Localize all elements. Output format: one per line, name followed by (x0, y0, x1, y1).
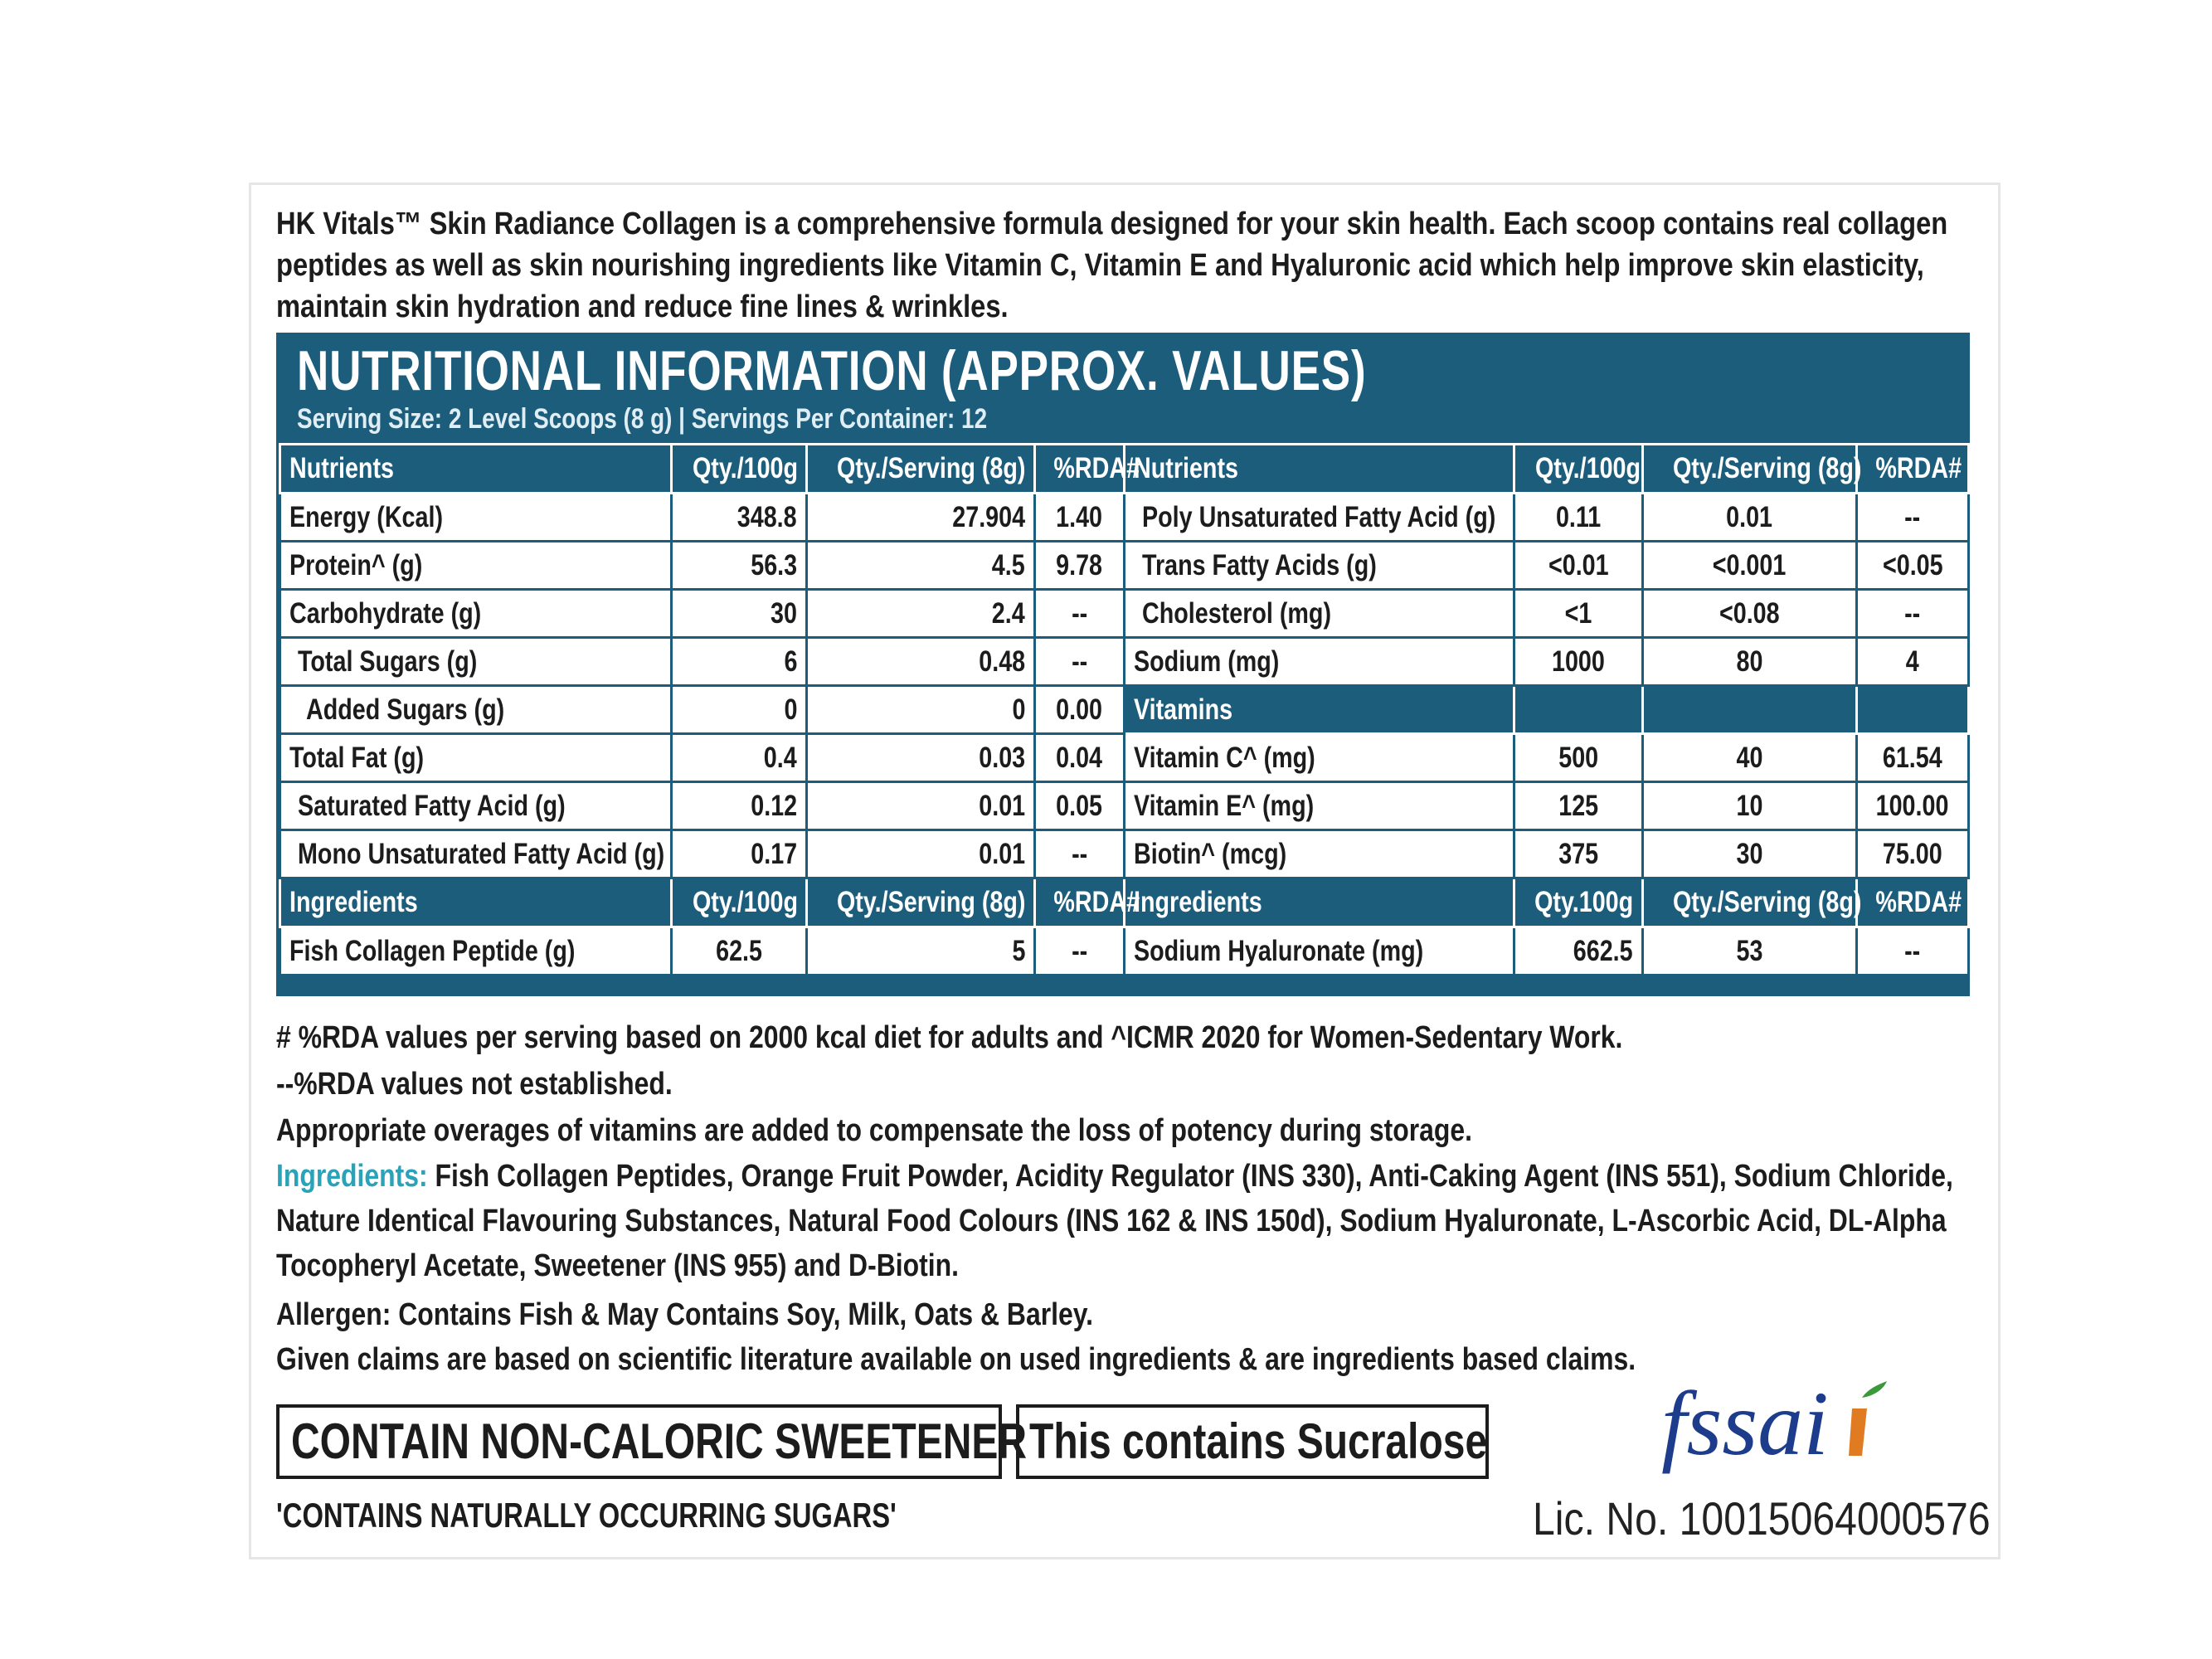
qty-serving (1643, 494, 1857, 542)
nutrient-name (1125, 494, 1514, 542)
ingredient-name (1125, 927, 1514, 975)
nutrient-name (280, 830, 672, 878)
qty-100g-text: 0 (784, 693, 797, 726)
footnote-overages: Appropriate overages of vitamins are added to compensate the loss of potency during storage. (276, 1113, 1473, 1148)
rda-value (1035, 782, 1125, 830)
qty-100g (1514, 590, 1643, 638)
rda-value-text: 9.78 (1056, 548, 1103, 581)
qty-serving (807, 686, 1035, 734)
nutrient-name-text: Poly Unsaturated Fatty Acid (g) (1142, 500, 1496, 533)
rda-value-text: 4 (1906, 645, 1919, 678)
qty-100g (1514, 830, 1643, 878)
sweetener-warning-box (276, 1404, 1028, 1479)
qty-100g (672, 590, 807, 638)
header-cell (807, 878, 1035, 927)
rda-value-text: <0.05 (1882, 548, 1943, 581)
table-row (280, 590, 1969, 638)
qty-serving-text: 0.03 (979, 741, 1025, 774)
qty-100g (672, 927, 807, 975)
qty-serving-text: 0.01 (1726, 500, 1773, 533)
nutrient-name-text: Cholesterol (mg) (1142, 596, 1332, 630)
header-cell-text: Ingredients (1134, 886, 1262, 918)
header-cell-text: Qty.100g (1534, 886, 1634, 918)
qty-serving (1643, 734, 1857, 782)
nutrient-name-text: Energy (Kcal) (289, 500, 444, 533)
vitamins-section-header (1125, 686, 1514, 734)
nutrient-name-text: Saturated Fatty Acid (g) (298, 789, 566, 822)
nutrient-name (1125, 830, 1514, 878)
qty-100g (672, 686, 807, 734)
qty-serving-text: 30 (1736, 837, 1763, 870)
rda-value-text: 75.00 (1883, 837, 1942, 870)
qty-100g (1514, 782, 1643, 830)
table-row (280, 927, 1969, 975)
qty-serving (807, 927, 1035, 975)
nutrient-name-text: Biotin^ (mcg) (1134, 837, 1287, 870)
qty-serving (807, 782, 1035, 830)
header-cell (1125, 445, 1514, 494)
ingredients-statement (276, 1154, 1969, 1288)
header-cell (1643, 445, 1862, 494)
qty-100g (672, 638, 807, 686)
qty-100g-text: 348.8 (737, 500, 797, 533)
qty-serving (807, 590, 1035, 638)
rda-value (1857, 927, 1969, 975)
rda-value (1035, 686, 1125, 734)
qty-100g-text: 0.12 (751, 789, 797, 822)
table-row (280, 686, 1969, 734)
header-cell (1125, 878, 1514, 927)
panel-title: NUTRITIONAL INFORMATION (APPROX. VALUES) (297, 339, 1367, 402)
ingredients-header-row (280, 878, 1969, 927)
header-cell (1514, 445, 1643, 494)
logo-orange-mark (1849, 1408, 1867, 1456)
intro-text: HK Vitals™ Skin Radiance Collagen is a comprehensive formula designed for your skin health. Each scoop contains real collagen peptides as well as skin nourishing ingredients like Vitamin C, Vitamin E and Hyaluronic acid which help improve skin elasticity, maintain skin hydration and reduce fine lines & wrinkles. (276, 207, 1948, 324)
qty-100g (672, 734, 807, 782)
rda-value-text: -- (1071, 596, 1088, 630)
ingredient-name-text: Sodium Hyaluronate (mg) (1134, 934, 1424, 967)
rda-value (1857, 590, 1969, 638)
qty-100g (1514, 638, 1643, 686)
qty-serving (1643, 782, 1857, 830)
header-cell (1643, 878, 1862, 927)
nutrients-header-row (280, 445, 1969, 494)
qty-serving-text: 27.904 (952, 500, 1025, 533)
nutrition-label (249, 182, 2001, 1559)
rda-value-text: 0.00 (1056, 693, 1103, 726)
qty-serving (807, 542, 1035, 590)
table-row (280, 782, 1969, 830)
nutrient-name-text: Vitamin C^ (mg) (1134, 741, 1315, 774)
nutrient-name (1125, 734, 1514, 782)
qty-100g-text: 0.11 (1555, 500, 1602, 533)
header-cell-text: Qty./100g (692, 452, 799, 484)
qty-100g-text: 56.3 (751, 548, 797, 581)
sucralose-box (1016, 1404, 1489, 1479)
sucralose-text: This contains Sucralose (1029, 1413, 1488, 1469)
header-cell-text: Qty./Serving (8g) (1672, 452, 1862, 484)
qty-serving-text: 0.01 (979, 837, 1025, 870)
header-cell-text: Qty./100g (1534, 452, 1641, 484)
nutrient-name-text: Sodium (mg) (1134, 645, 1280, 678)
nutrient-name-text: Total Fat (g) (289, 741, 425, 774)
fssai-logo-text: fssai (1661, 1373, 1829, 1474)
qty-100g (1514, 734, 1643, 782)
table-row (280, 542, 1969, 590)
header-cell (1857, 445, 1969, 494)
nutrient-name (280, 734, 672, 782)
rda-value (1857, 734, 1969, 782)
qty-100g (1514, 927, 1643, 975)
rda-value (1857, 830, 1969, 878)
qty-100g-text: 375 (1558, 837, 1598, 870)
header-cell-text: Nutrients (1134, 452, 1238, 484)
rda-value-text: -- (1071, 645, 1088, 678)
header-cell-text: Qty./Serving (8g) (836, 886, 1026, 918)
qty-100g (672, 830, 807, 878)
qty-100g-text: <0.01 (1548, 548, 1609, 581)
qty-serving-text: 4.5 (992, 548, 1025, 581)
nutrient-name (280, 638, 672, 686)
nutrient-name-text: Total Sugars (g) (298, 645, 478, 678)
qty-serving-text: 53 (1736, 934, 1763, 967)
qty-100g (1514, 542, 1643, 590)
header-cell-text: %RDA# (1053, 886, 1140, 918)
nutrient-name (280, 686, 672, 734)
rda-value (1857, 542, 1969, 590)
qty-serving (807, 638, 1035, 686)
ingredients-list: Fish Collagen Peptides, Orange Fruit Powder, Acidity Regulator (INS 330), Anti-Caking Agent (INS 551), Sodium Chloride, Nature Identical Flavouring Substances, Natural Food Colours (INS 162 & INS 150d), Sodium Hyaluronate, L-Ascorbic Acid, DL-Alpha Tocopheryl Acetate, Sweetener (INS 955) and D-Biotin. (276, 1159, 1953, 1283)
header-cell (1035, 878, 1140, 927)
nutrient-name-text: Protein^ (g) (289, 548, 423, 581)
header-cell (280, 878, 672, 927)
qty-serving (1643, 686, 1857, 734)
qty-serving-text: 40 (1736, 741, 1763, 774)
qty-serving (807, 830, 1035, 878)
rda-value-text: -- (1071, 837, 1088, 870)
rda-value-text: -- (1904, 934, 1921, 967)
serving-size: Serving Size: 2 Level Scoops (8 g) | Servings Per Container: 12 (297, 403, 988, 435)
nutrient-name-text: Trans Fatty Acids (g) (1142, 548, 1377, 581)
rda-value (1035, 638, 1125, 686)
naturally-occurring-sugars: 'CONTAINS NATURALLY OCCURRING SUGARS' (276, 1496, 897, 1535)
qty-serving (807, 734, 1035, 782)
rda-value (1857, 638, 1969, 686)
footnote-rda: # %RDA values per serving based on 2000 kcal diet for adults and ^ICMR 2020 for Women-Sedentary Work. (276, 1020, 1623, 1055)
header-cell (1857, 878, 1969, 927)
rda-value (1035, 830, 1125, 878)
logo-leaf-mark (1862, 1381, 1887, 1398)
table-row (280, 494, 1969, 542)
header-cell (672, 445, 807, 494)
rda-value-text: -- (1071, 934, 1088, 967)
header-cell (280, 445, 672, 494)
footnotes (276, 1014, 1948, 1154)
header-cell-text: Ingredients (289, 886, 418, 918)
qty-serving (1643, 638, 1857, 686)
vitamins-section-header-text: Vitamins (1134, 693, 1233, 726)
license-number: Lic. No. 10015064000576 (1533, 1492, 1991, 1545)
rda-value-text: -- (1904, 500, 1921, 533)
header-cell-text: Qty./Serving (8g) (836, 452, 1026, 484)
qty-100g-text: 500 (1558, 741, 1598, 774)
nutrient-name (280, 494, 672, 542)
header-cell (1514, 878, 1643, 927)
qty-serving (1643, 542, 1857, 590)
rda-value (1035, 927, 1125, 975)
header-cell (807, 445, 1035, 494)
qty-serving (1643, 830, 1857, 878)
qty-100g-text: 125 (1558, 789, 1598, 822)
header-cell (1035, 445, 1140, 494)
rda-value (1035, 590, 1125, 638)
qty-serving-text: 5 (1012, 934, 1025, 967)
table-row (280, 830, 1969, 878)
nutrition-table (279, 443, 1970, 976)
nutrient-name (1125, 782, 1514, 830)
header-cell-text: %RDA# (1875, 452, 1962, 484)
rda-value (1857, 686, 1969, 734)
qty-serving-text: 2.4 (992, 596, 1025, 630)
qty-100g-text: 6 (784, 645, 797, 678)
table-row (280, 734, 1969, 782)
nutrient-name (280, 590, 672, 638)
qty-100g-text: <1 (1564, 596, 1592, 630)
header-cell-text: %RDA# (1875, 886, 1962, 918)
nutrient-name (280, 782, 672, 830)
qty-serving-text: 0.48 (979, 645, 1025, 678)
nutrient-name (1125, 638, 1514, 686)
rda-value (1035, 734, 1125, 782)
qty-100g-text: 62.5 (716, 934, 762, 967)
qty-100g (1514, 686, 1643, 734)
table-row (280, 638, 1969, 686)
qty-serving-text: 0 (1012, 693, 1025, 726)
qty-100g-text: 0.4 (764, 741, 797, 774)
header-cell-text: %RDA# (1053, 452, 1140, 484)
header-cell-text: Qty./Serving (8g) (1672, 886, 1862, 918)
claims-text: Given claims are based on scientific literature available on used ingredients & are ingredients based claims. (276, 1342, 1636, 1377)
qty-serving-text: <0.001 (1713, 548, 1787, 581)
nutrient-name (280, 542, 672, 590)
rda-value-text: -- (1904, 596, 1921, 630)
header-cell (672, 878, 807, 927)
qty-100g (1514, 494, 1643, 542)
rda-value (1035, 542, 1125, 590)
qty-serving-text: 80 (1736, 645, 1763, 678)
nutrition-panel (276, 333, 1970, 996)
qty-serving-text: 0.01 (979, 789, 1025, 822)
qty-100g (672, 494, 807, 542)
nutrient-name (1125, 590, 1514, 638)
qty-100g-text: 0.17 (751, 837, 797, 870)
ingredient-name-text: Fish Collagen Peptide (g) (289, 934, 576, 967)
nutrient-name-text: Carbohydrate (g) (289, 596, 482, 630)
rda-value (1035, 494, 1125, 542)
qty-100g-text: 30 (771, 596, 797, 630)
rda-value-text: 0.05 (1056, 789, 1103, 822)
rda-value-text: 100.00 (1876, 789, 1949, 822)
nutrient-name (1125, 542, 1514, 590)
header-cell-text: Nutrients (289, 452, 394, 484)
ingredient-name (280, 927, 672, 975)
nutrient-name-text: Mono Unsaturated Fatty Acid (g) (298, 837, 665, 870)
sweetener-warning-text: CONTAIN NON-CALORIC SWEETENER (291, 1413, 1028, 1469)
qty-serving-text: <0.08 (1719, 596, 1780, 630)
qty-100g-text: 662.5 (1573, 934, 1633, 967)
rda-value-text: 61.54 (1883, 741, 1942, 774)
allergen-text: Allergen: Contains Fish & May Contains Soy, Milk, Oats & Barley. (276, 1297, 1093, 1332)
rda-value (1857, 782, 1969, 830)
qty-100g (672, 542, 807, 590)
footnote-not-established: --%RDA values not established. (276, 1067, 673, 1102)
nutrient-name-text: Vitamin E^ (mg) (1134, 789, 1315, 822)
qty-serving (1643, 927, 1857, 975)
header-cell-text: Qty./100g (692, 886, 799, 918)
ingredients-label: Ingredients: (276, 1159, 428, 1194)
qty-serving-text: 10 (1736, 789, 1763, 822)
qty-serving (807, 494, 1035, 542)
rda-value (1857, 494, 1969, 542)
qty-100g-text: 1000 (1552, 645, 1605, 678)
qty-100g (672, 782, 807, 830)
rda-value-text: 1.40 (1056, 500, 1103, 533)
qty-serving (1643, 590, 1857, 638)
nutrient-name-text: Added Sugars (g) (306, 693, 505, 726)
fssai-logo-icon (1645, 1363, 1894, 1479)
rda-value-text: 0.04 (1056, 741, 1103, 774)
